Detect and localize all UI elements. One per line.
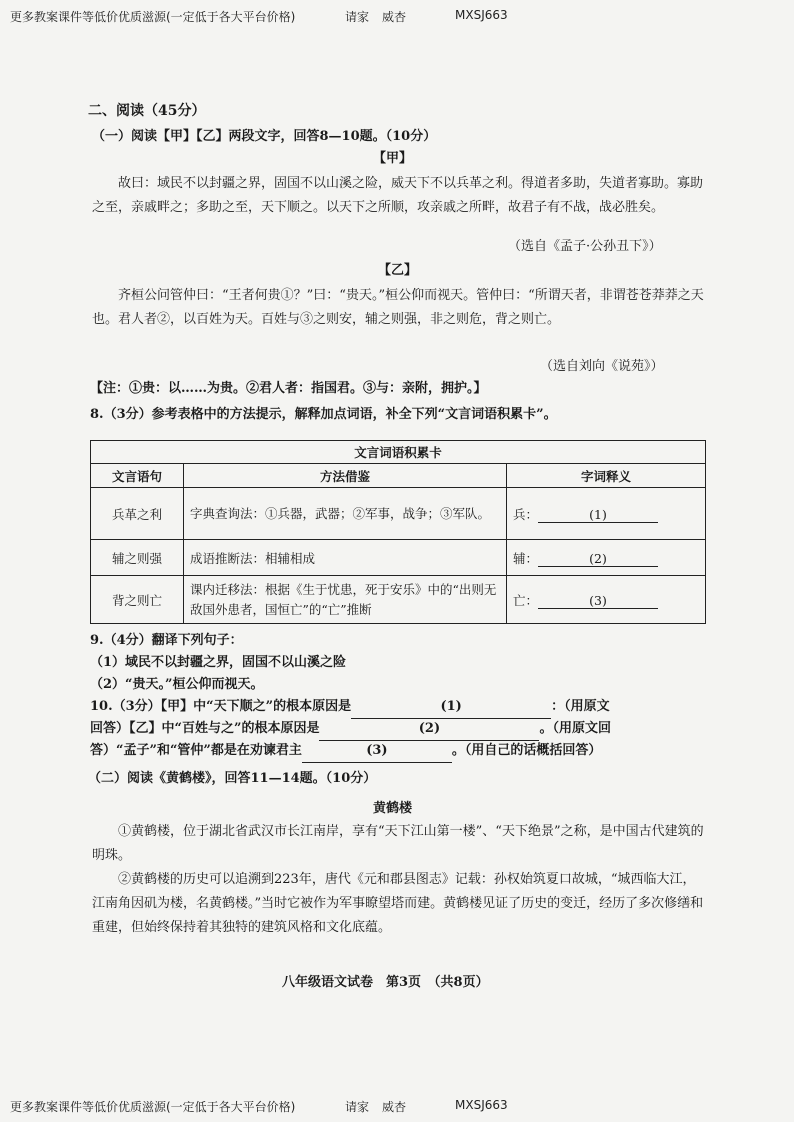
q10-line-2 [90, 718, 611, 741]
article-paragraph-1: ①黄鹤楼，位于湖北省武汉市长江南岸，享有“天下江山第一楼”、“天下绝景”之称，是中国古代建筑的明珠。 [92, 824, 704, 863]
q10-line3-text: 答）“孟子”和“管仲”都是在劝谏君主 [90, 743, 302, 758]
footer-contact-label: 请家 [345, 1100, 370, 1114]
row-phrase: 辅之则强 [91, 540, 184, 576]
yi-text: 齐桓公问管仲曰：“王者何贵①？”曰：“贵天。”桓公仰而视天。管仲曰：“所谓天者，非谓苍苍莽莽之天也。君人者②，以百姓为天。百姓与③之则安，辅之则强，非之则危，背之则亡。 [92, 288, 704, 327]
answer-blank-3[interactable]: (3) [538, 593, 658, 609]
q9-item-1: （1）域民不以封疆之界，固国不以山溪之险 [90, 655, 347, 670]
q9-item-2: （2）“贵天。”桓公仰而视天。 [90, 677, 264, 692]
q8-stem: 8.（3分）参考表格中的方法提示，解释加点词语，补全下列“文言词语积累卡”。 [90, 407, 557, 422]
q10-line3-tail: 。（用自己的话概括回答） [451, 743, 602, 758]
part1-heading: （一）阅读【甲】【乙】两段文字，回答8—10题。（10分） [92, 129, 437, 144]
vocab-card-table [90, 440, 706, 624]
row-phrase: 背之则亡 [91, 576, 184, 624]
q10-line2-text: 回答）【乙】中“百姓与之”的根本原因是 [90, 721, 320, 736]
footer-code: MXSJ663 [455, 1098, 508, 1112]
article-paragraph-2: ②黄鹤楼的历史可以追溯到223年，唐代《元和郡县图志》记载：孙权始筑夏口故城，“城西临大江，江南角因矶为楼，名黄鹤楼。”当时它被作为军事瞭望塔而建。黄鹤楼见证了历史的变迁，经历了多次修缮和重建，但始终保持着其独特的建筑风格和文化底蕴。 [92, 872, 704, 935]
jia-source: （选自《孟子·公孙丑下》） [508, 239, 662, 254]
answer-blank-1[interactable]: (1) [538, 507, 658, 523]
jia-title: 【甲】 [373, 151, 413, 166]
table-row [91, 540, 706, 576]
jia-text: 故曰：域民不以封疆之界，固国不以山溪之险，威天下不以兵革之利。得道者多助，失道者寡助。寡助之至，亲戚畔之；多助之至，天下顺之。以天下之所顺，攻亲戚之所畔，故君子有不战，战必胜矣。 [92, 176, 704, 215]
q9-stem: 9.（4分）翻译下列句子： [90, 633, 243, 648]
col-header-meaning: 字词释义 [507, 464, 706, 488]
card-title: 文言词语积累卡 [91, 441, 706, 464]
q10-blank-1[interactable]: (1) [351, 696, 551, 719]
q10-line2-tail: 。（用原文回 [539, 721, 611, 736]
header-promo: 更多教案课件等低价优质滋源(一定低于各大平台价格) [10, 10, 296, 24]
answer-blank-2[interactable]: (2) [538, 551, 658, 567]
row-answer [507, 540, 706, 576]
article-title: 黄鹤楼 [373, 801, 413, 816]
footer-promo: 更多教案课件等低价优质滋源(一定低于各大平台价格) [10, 1100, 296, 1114]
row-answer [507, 576, 706, 624]
row-method: 成语推断法：相辅相成 [184, 540, 507, 576]
q10-line1-tail: ：（用原文 [551, 699, 610, 714]
q10-line-3 [90, 740, 601, 763]
yi-title: 【乙】 [378, 263, 418, 278]
row-method: 课内迁移法：根据《生于忧患，死于安乐》中的“出则无敌国外患者，国恒亡”的“亡”推断 [184, 576, 507, 624]
header-code: MXSJ663 [455, 8, 508, 22]
row-method: 字典查询法：①兵器，武器；②军事，战争；③军队。 [184, 488, 507, 540]
table-row [91, 488, 706, 540]
section-title: 二、阅读（45分） [88, 103, 206, 119]
yi-source: （选自刘向《说苑》） [540, 359, 664, 374]
q10-blank-3[interactable]: (3) [302, 740, 452, 763]
header-contact-name: 威杏 [382, 10, 407, 24]
header-contact-label: 请家 [345, 10, 370, 24]
row-answer [507, 488, 706, 540]
q10-line-1 [90, 696, 610, 719]
row-char: 兵： [513, 506, 539, 522]
q10-line1-text: 10.（3分）【甲】中“天下顺之”的根本原因是 [90, 699, 352, 714]
row-char: 亡： [513, 592, 539, 608]
part2-heading: （二）阅读《黄鹤楼》，回答11—14题。（10分） [88, 771, 377, 786]
col-header-method: 方法借鉴 [184, 464, 507, 488]
table-row [91, 576, 706, 624]
row-phrase: 兵革之利 [91, 488, 184, 540]
q10-blank-2[interactable]: (2) [319, 718, 539, 741]
col-header-phrase: 文言语句 [91, 464, 184, 488]
note: 【注：①贵：以……为贵。②君人者：指国君。③与：亲附，拥护。】 [90, 381, 487, 396]
footer-contact-name: 威杏 [382, 1100, 407, 1114]
row-char: 辅： [513, 550, 539, 566]
page-footer: 八年级语文试卷 第3页 （共8页） [282, 975, 489, 990]
